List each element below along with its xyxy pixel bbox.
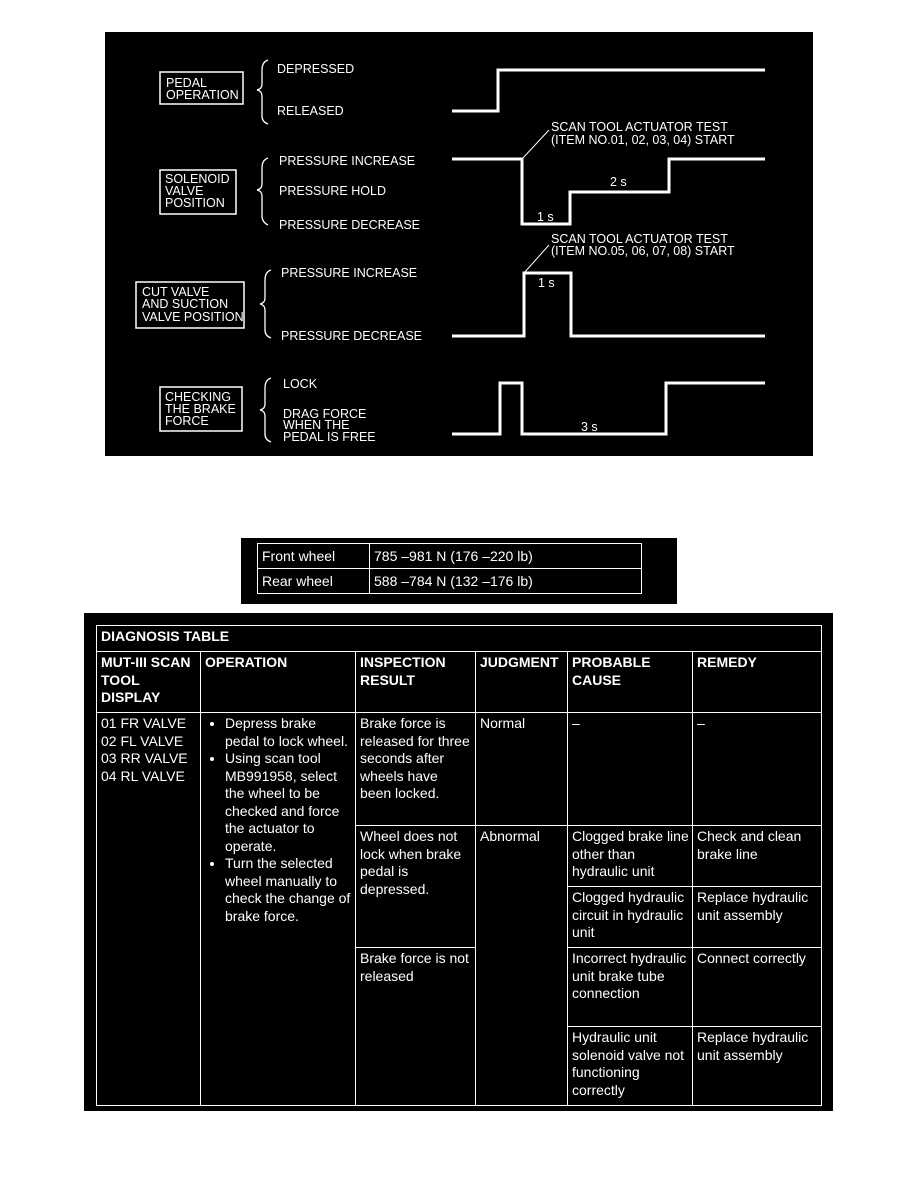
duration-label: 1 s [537, 210, 554, 224]
inspection-result-cell: Brake force is not released [356, 948, 476, 1106]
table-row [258, 569, 642, 594]
cut-box-line: VALVE POSITION [142, 310, 244, 324]
duration-label: 2 s [610, 175, 627, 189]
state-label: PRESSURE DECREASE [279, 218, 421, 232]
state-label: PRESSURE INCREASE [281, 266, 418, 280]
cut-valve-waveform [452, 273, 765, 336]
annotation: SCAN TOOL ACTUATOR TEST [551, 232, 728, 246]
check-box-line: THE BRAKE [165, 402, 236, 416]
force-value-cell: 785 –981 N (176 –220 lb) [370, 544, 642, 569]
annotation: (ITEM NO.05, 06, 07, 08) START [551, 244, 735, 258]
probable-cause-cell: Hydraulic unit solenoid valve not functioning correctly [568, 1027, 693, 1106]
check-box-line: FORCE [165, 414, 209, 428]
leader-line [524, 245, 549, 273]
inspection-result-cell: Brake force is released for three seconds after wheels have been locked. [356, 713, 476, 826]
solenoid-box-line: POSITION [165, 196, 225, 210]
diagnosis-table [96, 625, 822, 1106]
state-label: DRAG FORCE [283, 407, 367, 421]
column-header: REMEDY [693, 652, 822, 713]
remedy-cell: Check and clean brake line [693, 826, 822, 887]
remedy-cell: Replace hydraulic unit assembly [693, 887, 822, 948]
brace [260, 378, 271, 442]
list-item: • Turn the selected wheel manually to check the change of brake force. [225, 855, 352, 925]
table-row [97, 713, 822, 826]
solenoid-box-line: SOLENOID [165, 172, 230, 186]
pedal-waveform [452, 70, 765, 111]
inspection-result-cell: Wheel does not lock when brake pedal is depressed. [356, 826, 476, 948]
brace [257, 158, 268, 225]
diagnosis-table-panel [84, 613, 833, 1111]
state-label: PEDAL IS FREE [283, 430, 376, 444]
operation-list [205, 715, 352, 925]
probable-cause-cell: Clogged brake line other than hydraulic unit [568, 826, 693, 887]
state-label: PRESSURE HOLD [279, 184, 386, 198]
duration-label: 3 s [581, 420, 598, 434]
state-label: RELEASED [277, 104, 344, 118]
state-label: DEPRESSED [277, 62, 355, 76]
probable-cause-cell: Incorrect hydraulic unit brake tube connection [568, 948, 693, 1027]
remedy-cell: Replace hydraulic unit assembly [693, 1027, 822, 1106]
cut-box-line: AND SUCTION [142, 297, 229, 311]
check-box-line: CHECKING [165, 390, 231, 404]
leader-line [522, 130, 549, 159]
state-label: PRESSURE INCREASE [279, 154, 416, 168]
state-label: PRESSURE DECREASE [281, 329, 423, 343]
judgment-cell: Normal [476, 713, 568, 826]
probable-cause-cell: – [568, 713, 693, 826]
annotation: SCAN TOOL ACTUATOR TEST [551, 120, 728, 134]
table-header-row [97, 652, 822, 713]
wheel-cell: Front wheel [258, 544, 370, 569]
timing-diagram [105, 32, 813, 456]
judgment-cell: Abnormal [476, 826, 568, 1106]
cut-box-line: CUT VALVE [142, 285, 210, 299]
brake-force-table [241, 538, 677, 604]
solenoid-waveform [452, 159, 765, 224]
brake-force-spec [257, 543, 642, 594]
column-header: JUDGMENT [476, 652, 568, 713]
table-row [97, 626, 822, 652]
column-header: MUT-III SCAN TOOL DISPLAY [97, 652, 201, 713]
remedy-cell: – [693, 713, 822, 826]
operation-cell [201, 713, 356, 1106]
wheel-cell: Rear wheel [258, 569, 370, 594]
state-label: WHEN THE [283, 418, 350, 432]
pedal-box-line: OPERATION [166, 88, 239, 102]
pedal-box-line: PEDAL [166, 76, 207, 90]
duration-label: 1 s [538, 276, 555, 290]
force-value-cell: 588 –784 N (132 –176 lb) [370, 569, 642, 594]
column-header: INSPECTION RESULT [356, 652, 476, 713]
timing-chart [105, 32, 813, 456]
column-header: OPERATION [201, 652, 356, 713]
brace [260, 270, 271, 338]
brace [257, 60, 268, 124]
column-header: PROBABLE CAUSE [568, 652, 693, 713]
brake-force-waveform [452, 383, 765, 434]
remedy-cell: Connect correctly [693, 948, 822, 1027]
scan-tool-display-cell: 01 FR VALVE 02 FL VALVE 03 RR VALVE 04 RL VALVE [97, 713, 201, 1106]
solenoid-box-line: VALVE [165, 184, 204, 198]
table-row [258, 544, 642, 569]
table-title: DIAGNOSIS TABLE [97, 626, 822, 652]
list-item: • Using scan tool MB991958, select the wheel to be checked and force the actuator to operate. [225, 750, 352, 855]
state-label: LOCK [283, 377, 318, 391]
annotation: (ITEM NO.01, 02, 03, 04) START [551, 133, 735, 147]
list-item: • Depress brake pedal to lock wheel. [225, 715, 352, 750]
probable-cause-cell: Clogged hydraulic circuit in hydraulic unit [568, 887, 693, 948]
